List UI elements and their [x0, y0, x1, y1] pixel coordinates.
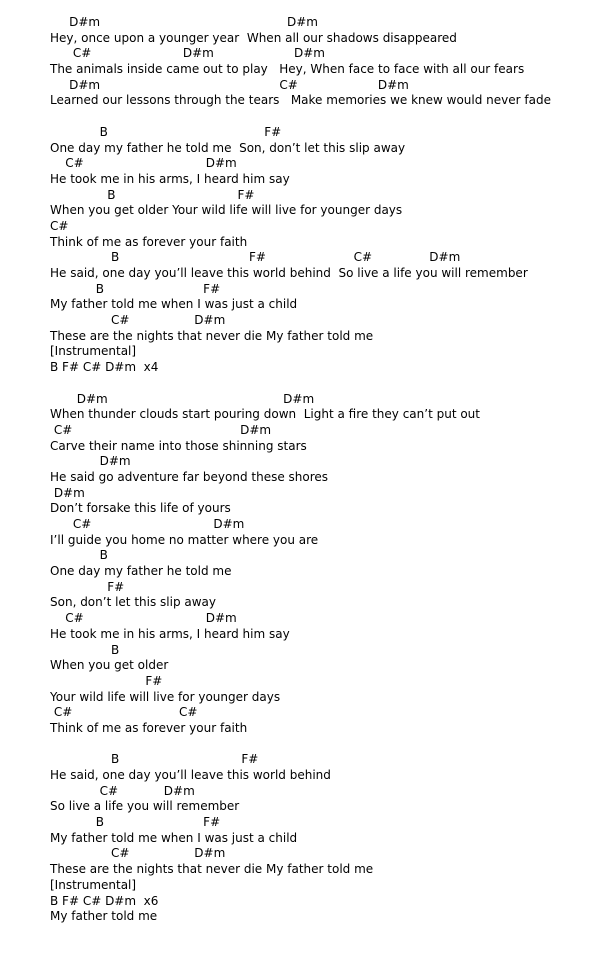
chord-line: D#m D#m	[50, 391, 315, 406]
chord-line: D#m C# D#m	[50, 77, 409, 92]
lyric-line: When you get older	[50, 658, 169, 673]
lyric-line: Learned our lessons through the tears Make memories we knew would never fade	[50, 93, 551, 108]
lyric-line: He took me in his arms, I heard him say	[50, 626, 290, 641]
lyric-line: My father told me when I was just a child	[50, 830, 298, 845]
lyric-line: My father told me when I was just a child	[50, 297, 298, 312]
blank-line	[50, 737, 551, 753]
lyric-line: He said go adventure far beyond these shores	[50, 469, 329, 484]
chord-line: D#m	[50, 454, 131, 469]
chord-line: B F#	[50, 815, 221, 830]
lyric-line: [Instrumental]	[50, 344, 137, 359]
chord-line: B F#	[50, 752, 259, 767]
lyric-line: My father told me	[50, 909, 158, 924]
chord-line: B F#	[50, 124, 282, 139]
chord-line: B	[50, 642, 120, 657]
lyric-line: One day my father he told me Son, don’t let this slip away	[50, 140, 406, 155]
chord-line: C#	[50, 218, 69, 233]
chord-line: C# D#m	[50, 422, 272, 437]
lyric-line: [Instrumental]	[50, 877, 137, 892]
lyric-line: He took me in his arms, I heard him say	[50, 171, 290, 186]
lyric-line: Your wild life will live for younger days	[50, 689, 281, 704]
chord-line: D#m D#m	[50, 15, 318, 29]
lyric-line: I’ll guide you home no matter where you are	[50, 532, 319, 547]
chord-line: B F#	[50, 281, 221, 296]
chord-line: F#	[50, 673, 163, 688]
lyric-line: He said, one day you’ll leave this world behind So live a life you will remember	[50, 266, 528, 280]
chord-line: C# D#m D#m	[50, 46, 325, 61]
chord-line: C# C#	[50, 705, 198, 720]
chord-line: F#	[50, 579, 125, 594]
lyric-line: Hey, once upon a younger year When all our shadows disappeared	[50, 30, 457, 45]
song-sheet	[50, 15, 551, 925]
chord-line: B F#	[50, 187, 255, 202]
lyric-line: One day my father he told me	[50, 564, 232, 579]
lyric-line: So live a life you will remember	[50, 799, 240, 814]
lyric-line: He said, one day you’ll leave this world behind	[50, 768, 331, 782]
lyric-line: Don’t forsake this life of yours	[50, 501, 231, 516]
lyric-line: B F# C# D#m x4	[50, 360, 159, 375]
lyric-line: Son, don’t let this slip away	[50, 595, 217, 610]
chord-line: D#m	[50, 485, 85, 500]
blank-line	[50, 109, 551, 125]
lyric-line: When thunder clouds start pouring down Light a fire they can’t put out	[50, 407, 480, 422]
lyric-line: These are the nights that never die My father told me	[50, 862, 374, 877]
chord-line: C# D#m	[50, 313, 226, 328]
chord-line: C# D#m	[50, 156, 237, 171]
lyric-line: Carve their name into those shinning stars	[50, 438, 307, 453]
lyric-line: B F# C# D#m x6	[50, 893, 159, 908]
chord-line: C# D#m	[50, 517, 245, 531]
blank-line	[50, 376, 551, 392]
chord-line: B	[50, 548, 108, 563]
chord-line: C# D#m	[50, 846, 226, 861]
chord-line: C# D#m	[50, 611, 237, 626]
chord-line: C# D#m	[50, 783, 195, 798]
lyric-line: These are the nights that never die My father told me	[50, 328, 374, 343]
lyric-line: The animals inside came out to play Hey, When face to face with all our fears	[50, 62, 525, 77]
lyric-line: Think of me as forever your faith	[50, 720, 248, 735]
lyric-line: Think of me as forever your faith	[50, 234, 248, 249]
chord-line: B F# C# D#m	[50, 250, 461, 265]
lyric-line: When you get older Your wild life will live for younger days	[50, 203, 403, 218]
